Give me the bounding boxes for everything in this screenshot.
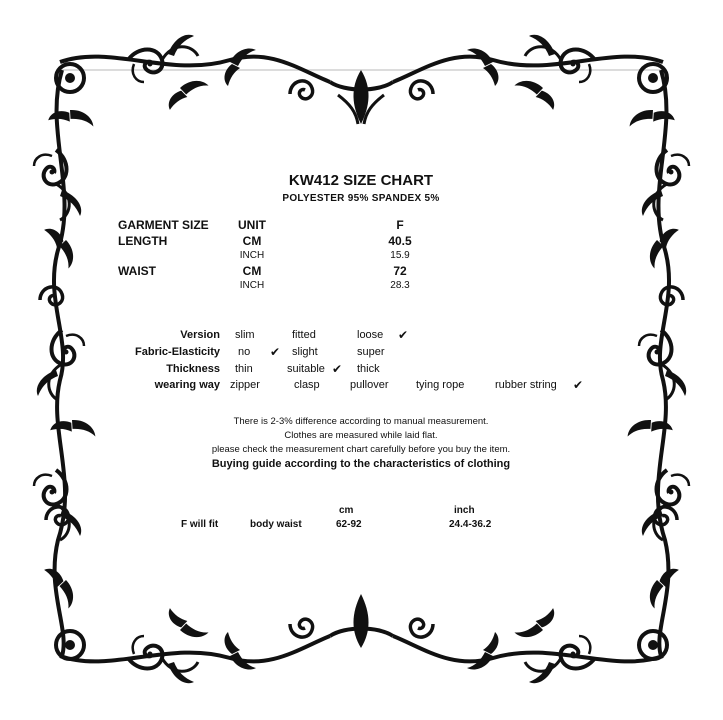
frame-top [60, 35, 663, 124]
col-garment-size: GARMENT SIZE [118, 218, 209, 232]
note-difference: There is 2-3% difference according to manual measurement. [233, 416, 489, 427]
col-size-f: F [396, 218, 404, 232]
buying-guide-heading: Buying guide according to the characteristics of clothing [211, 458, 511, 470]
length-cm-value: 40.5 [388, 234, 412, 248]
row-label-waist: WAIST [118, 264, 156, 278]
check-icon: ✔ [398, 328, 409, 342]
material-composition: POLYESTER 95% SPANDEX 5% [282, 193, 440, 204]
waist-inch-value: 28.3 [390, 280, 410, 291]
frame-right [626, 70, 689, 656]
option-thick: thick [357, 363, 380, 375]
attr-label-version: Version [180, 329, 220, 341]
attr-label-thickness: Thickness [166, 363, 220, 375]
option-zipper: zipper [230, 379, 260, 391]
option-rubber-string: rubber string [495, 379, 557, 391]
option-slim: slim [235, 329, 255, 341]
option-fitted: fitted [292, 329, 316, 341]
fit-size: F will fit [181, 519, 219, 530]
option-loose: loose [357, 329, 384, 341]
row-label-length: LENGTH [118, 234, 168, 248]
option-thin: thin [235, 363, 253, 375]
frame-bottom [60, 594, 663, 683]
option-no: no [238, 346, 251, 358]
waist-cm-unit: CM [242, 264, 262, 278]
length-inch-value: 15.9 [390, 250, 410, 261]
length-cm-unit: CM [242, 234, 262, 248]
check-icon: ✔ [573, 378, 584, 392]
option-pullover: pullover [350, 379, 389, 391]
fit-header-cm: cm [339, 505, 354, 516]
fit-header-inch: inch [454, 505, 475, 516]
option-suitable: suitable [287, 363, 325, 375]
frame-corners [56, 64, 667, 659]
fit-cm-range: 62-92 [336, 519, 362, 530]
check-icon: ✔ [270, 345, 281, 359]
frame-left [34, 70, 97, 656]
fit-body-part: body waist [250, 519, 302, 530]
length-inch-unit: INCH [239, 250, 265, 261]
option-clasp: clasp [294, 379, 320, 391]
chart-title: KW412 SIZE CHART [288, 172, 434, 189]
attr-label-wearing-way: wearing way [154, 379, 220, 391]
fit-inch-range: 24.4-36.2 [449, 519, 492, 530]
col-unit: UNIT [238, 218, 266, 232]
option-super: super [357, 346, 385, 358]
option-tying-rope: tying rope [416, 379, 465, 391]
note-laid-flat: Clothes are measured while laid flat. [284, 430, 438, 441]
waist-inch-unit: INCH [239, 280, 265, 291]
note-check-chart: please check the measurement chart carefully before you buy the item. [211, 444, 511, 455]
waist-cm-value: 72 [393, 264, 407, 278]
check-icon: ✔ [332, 362, 343, 376]
attr-label-elasticity: Fabric-Elasticity [135, 346, 220, 358]
option-slight: slight [292, 346, 318, 358]
